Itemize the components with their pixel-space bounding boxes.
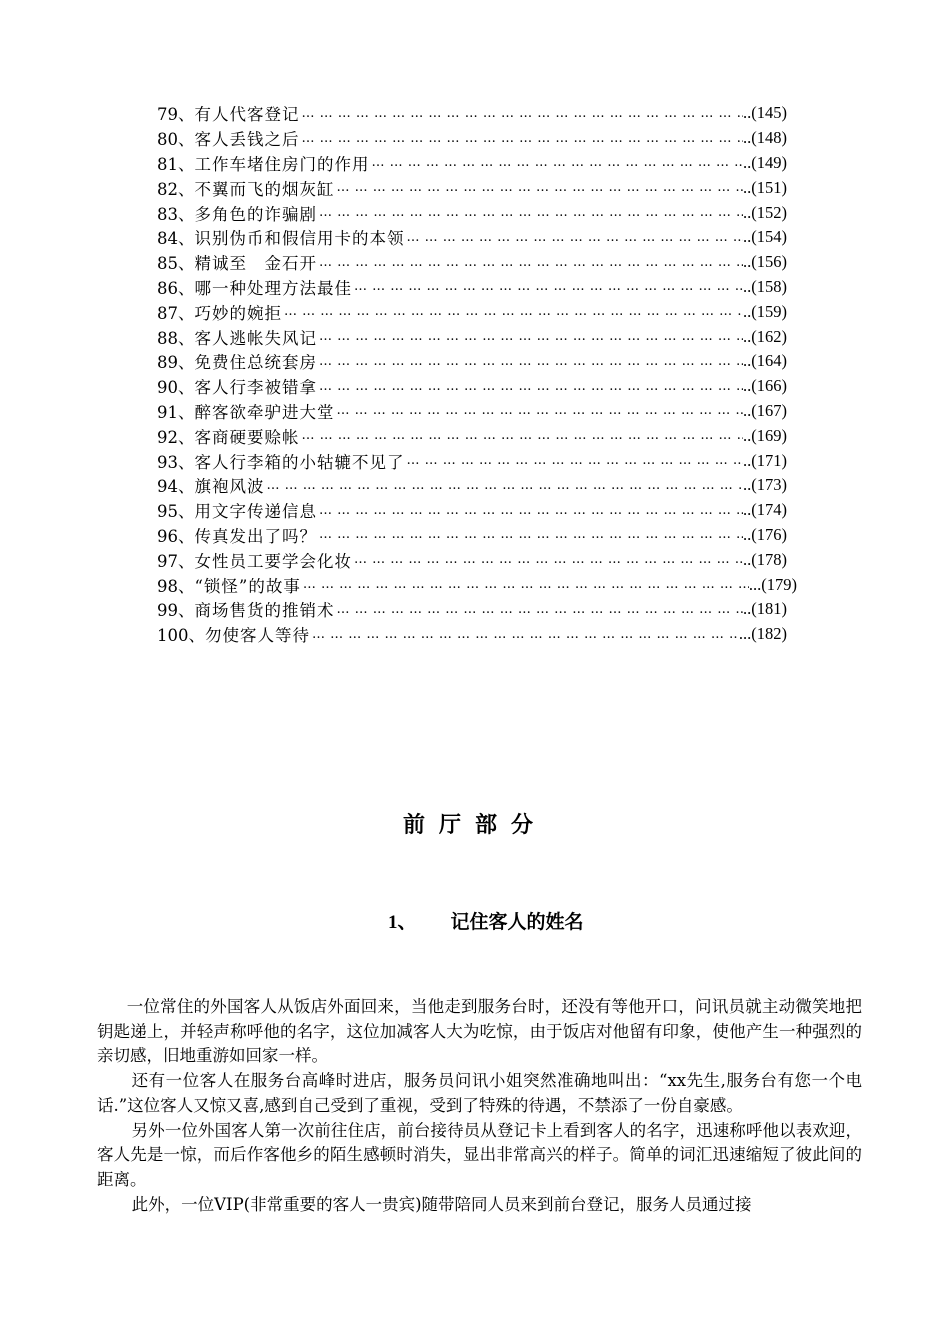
toc-number: 88、	[157, 328, 195, 348]
toc-entry	[157, 175, 787, 200]
toc-entry	[157, 151, 787, 176]
toc-title: 商场售货的推销术	[194, 601, 335, 621]
toc-leader	[317, 503, 743, 518]
toc-leader	[335, 602, 744, 617]
toc-number: 86、	[157, 278, 195, 298]
chapter-heading: 记住客人的姓名	[450, 911, 584, 933]
toc-number: 89、	[157, 353, 195, 373]
toc-page: ..(164)	[743, 351, 787, 371]
toc-entry	[157, 101, 787, 126]
toc-leader	[300, 131, 744, 146]
toc-title: 免费住总统套房	[194, 353, 317, 373]
toc-title: 旗袍风波	[194, 477, 265, 497]
toc-title: 多角色的诈骗剧	[194, 204, 317, 224]
toc-leader	[335, 403, 744, 418]
toc-page: ..(162)	[743, 326, 787, 346]
toc-leader	[352, 552, 743, 567]
toc-number: 100、	[157, 626, 205, 646]
toc-page: ..(173)	[743, 475, 787, 495]
toc-entry	[157, 448, 787, 473]
table-of-contents	[157, 101, 797, 647]
toc-number: 95、	[157, 502, 195, 522]
toc-page: ..(169)	[743, 425, 787, 445]
paragraph: 还有一位客人在服务台高峰时进店，服务员问讯小姐突然准确地叫出：“xx先生,服务台有您一个电话.”这位客人又惊又喜,感到自己受到了重视，受到了特殊的待遇，不禁添了一份自豪感。	[97, 1071, 862, 1115]
toc-title: 工作车堵住房门的作用	[194, 154, 370, 174]
toc-page: ..(178)	[743, 549, 787, 569]
toc-title: 勿使客人等待	[205, 626, 310, 646]
paragraph: 一位常住的外国客人从饭店外面回来，当他走到服务台时，还没有等他开口，问讯员就主动微笑地把钥匙递上，并轻声称呼他的名字，这位加减客人大为吃惊，由于饭店对他留有印象，使他产生一种强烈的亲切感，旧地重游如回家一样。	[97, 997, 862, 1066]
body-text	[97, 995, 862, 1217]
toc-number: 99、	[157, 601, 195, 621]
toc-number: 93、	[157, 452, 195, 472]
toc-leader	[310, 627, 739, 642]
toc-leader	[317, 329, 743, 344]
toc-entry	[157, 547, 787, 572]
toc-leader	[317, 205, 743, 220]
toc-page: ...(182)	[738, 624, 787, 644]
toc-page: ..(174)	[743, 500, 787, 520]
toc-leader	[370, 155, 744, 170]
section-title: 前厅部分	[402, 812, 547, 838]
toc-entry	[157, 299, 787, 324]
toc-entry	[157, 473, 787, 498]
toc-title: 传真发出了吗？	[194, 526, 317, 546]
toc-title: 客人行李箱的小轱辘不见了	[194, 452, 405, 472]
toc-title: 客人逃帐失风记	[194, 328, 317, 348]
toc-title: 哪一种处理方法最佳	[194, 278, 352, 298]
toc-number: 96、	[157, 526, 195, 546]
toc-page: ..(176)	[743, 524, 787, 544]
toc-number: 94、	[157, 477, 195, 497]
toc-page: ..(149)	[743, 152, 787, 172]
toc-number: 98、	[157, 576, 195, 596]
toc-page: ..(154)	[743, 227, 787, 247]
toc-page: ..(167)	[743, 400, 787, 420]
toc-title: 客商硬要赊帐	[194, 427, 300, 447]
toc-page: ...(179)	[748, 574, 797, 594]
toc-page: ..(159)	[743, 301, 787, 321]
toc-title: 客人丢钱之后	[194, 130, 300, 150]
toc-page: ..(148)	[743, 128, 787, 148]
paragraph: 另外一位外国客人第一次前往住店，前台接待员从登记卡上看到客人的名字，迅速称呼他以表欢迎，客人先是一惊，而后作客他乡的陌生感顿时消失，显出非常高兴的样子。简单的词汇迅速缩短了彼此间的距离。	[97, 1120, 862, 1189]
toc-leader	[282, 304, 743, 319]
toc-number: 97、	[157, 551, 195, 571]
toc-page: ..(151)	[743, 177, 787, 197]
toc-number: 79、	[157, 105, 195, 125]
toc-title: 有人代客登记	[194, 105, 300, 125]
toc-entry	[157, 498, 787, 523]
chapter-number: 1、	[388, 912, 417, 933]
toc-page: ..(156)	[743, 252, 787, 272]
toc-title: 识别伪币和假信用卡的本领	[194, 229, 405, 249]
toc-page: ..(145)	[743, 103, 787, 123]
toc-leader	[335, 180, 744, 195]
toc-number: 80、	[157, 130, 195, 150]
toc-title: 用文字传递信息	[194, 502, 317, 522]
toc-number: 81、	[157, 154, 195, 174]
paragraph: 此外，一位VIP(非常重要的客人一贵宾)随带陪同人员来到前台登记，服务人员通过接	[131, 1194, 752, 1214]
toc-entry	[157, 200, 787, 225]
toc-entry	[157, 275, 787, 300]
toc-entry	[157, 349, 787, 374]
toc-leader	[301, 577, 749, 592]
toc-entry	[157, 324, 787, 349]
toc-leader	[317, 255, 743, 270]
toc-page: ..(166)	[743, 376, 787, 396]
toc-number: 91、	[157, 402, 195, 422]
toc-entry	[157, 622, 787, 647]
toc-leader	[300, 428, 744, 443]
toc-page: ..(158)	[743, 276, 787, 296]
toc-leader	[405, 453, 744, 468]
toc-title: 不翼而飞的烟灰缸	[194, 179, 335, 199]
toc-entry	[157, 523, 787, 548]
toc-title: “锁怪”的故事	[194, 576, 301, 596]
toc-number: 84、	[157, 229, 195, 249]
toc-title: 巧妙的婉拒	[194, 303, 282, 323]
toc-title: 醉客欲牵驴进大堂	[194, 402, 335, 422]
toc-entry	[157, 374, 787, 399]
toc-leader	[300, 106, 744, 121]
toc-entry	[157, 423, 787, 448]
toc-number: 87、	[157, 303, 195, 323]
toc-leader	[352, 279, 743, 294]
toc-number: 92、	[157, 427, 195, 447]
toc-entry	[157, 399, 787, 424]
toc-entry	[157, 126, 787, 151]
toc-entry	[157, 250, 787, 275]
toc-title: 女性员工要学会化妆	[194, 551, 352, 571]
toc-page: ..(152)	[743, 202, 787, 222]
toc-title: 客人行李被错拿	[194, 378, 317, 398]
toc-number: 90、	[157, 378, 195, 398]
toc-number: 82、	[157, 179, 195, 199]
toc-entry	[157, 225, 787, 250]
toc-title: 精诚至 金石开	[194, 254, 317, 274]
toc-leader	[265, 478, 744, 493]
toc-number: 85、	[157, 254, 195, 274]
toc-page: ..(171)	[743, 450, 787, 470]
toc-leader	[317, 354, 743, 369]
toc-leader	[317, 527, 743, 542]
toc-leader	[317, 379, 743, 394]
toc-page: ..(181)	[743, 599, 787, 619]
toc-leader	[405, 230, 744, 245]
chapter-title	[388, 907, 584, 934]
toc-entry	[157, 572, 797, 597]
toc-entry	[157, 597, 787, 622]
toc-number: 83、	[157, 204, 195, 224]
